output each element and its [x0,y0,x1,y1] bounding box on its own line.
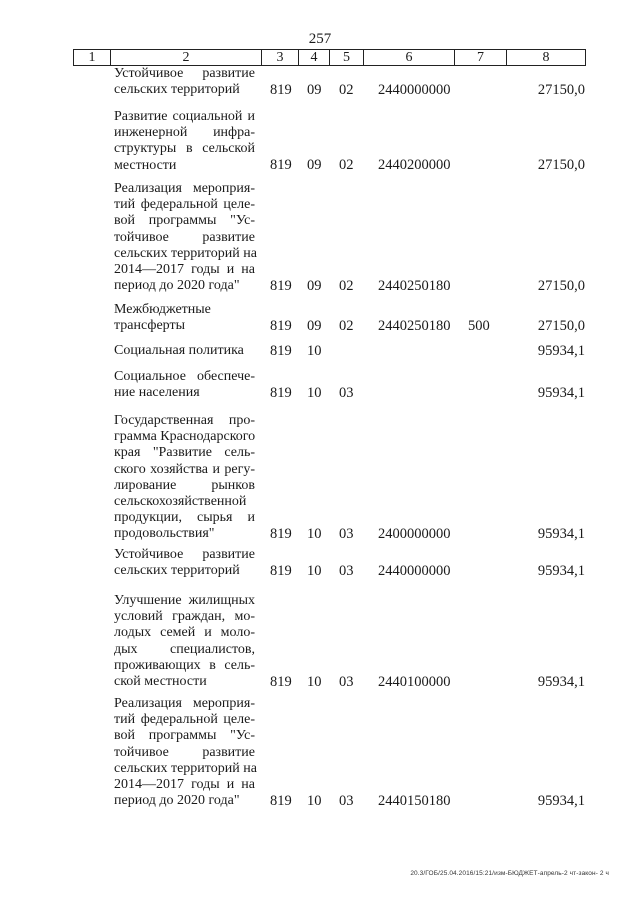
amount: 27150,0 [537,317,585,334]
description-line: Социальное обеспече- [114,369,255,384]
column-header-1: 1 [74,50,111,66]
amount: 95934,1 [537,525,585,542]
description-line: Устойчивое развитие [114,66,255,81]
row-description [114,343,255,359]
description-line: местности [114,157,177,173]
code-admin: 819 [270,384,292,401]
code-target-article: 2440250180 [378,277,451,294]
code-subsection: 02 [339,81,354,98]
code-subsection: 03 [339,792,354,809]
description-line: Реализация мероприя- [114,696,255,711]
row-description [114,696,255,809]
description-line: Социальная политика [114,343,244,358]
description-line: Межбюджетные [114,302,211,317]
description-line: Улучшение жилищных [114,593,255,608]
amount: 27150,0 [537,277,585,294]
amount: 95934,1 [537,562,585,579]
amount: 27150,0 [537,81,585,98]
code-admin: 819 [270,157,292,174]
code-target-article: 2440100000 [378,673,451,690]
code-section: 09 [307,81,322,98]
description-line: вой программы "Ус- [114,728,255,744]
code-admin: 819 [270,525,292,542]
row-description [114,369,255,401]
row-description [114,302,255,334]
amount: 95934,1 [537,673,585,690]
code-target-article: 2440200000 [378,157,451,174]
description-line: ского хозяйства и регу- [114,461,255,477]
description-line: ской местности [114,673,207,689]
description-line: сельских территорий [114,563,240,579]
document-footer: 20.3/ГОБ/25.04.2016/15:21/изм-БЮДЖЕТ-апрель-2 чт-закон- 2 ч [410,870,609,877]
description-line: 2014—2017 годы и на [114,261,255,277]
code-section: 10 [307,562,322,579]
code-section: 10 [307,673,322,690]
column-header-5: 5 [330,50,364,66]
row-description [114,109,255,174]
row-description [114,66,255,98]
description-line: продукции, сырья и [114,510,255,526]
description-line: Развитие социальной и [114,109,255,124]
code-subsection: 02 [339,317,354,334]
row-description [114,413,255,543]
code-target-article: 2440150180 [378,792,451,809]
code-target-article: 2440250180 [378,317,451,334]
code-expense-type: 500 [468,317,490,334]
code-admin: 819 [270,673,292,690]
description-line: лирование рынков [114,477,255,493]
code-section: 10 [307,792,322,809]
description-line: тий федеральной целе- [114,712,255,728]
code-section: 09 [307,317,322,334]
code-section: 10 [307,342,322,359]
code-admin: 819 [270,792,292,809]
amount: 95934,1 [537,384,585,401]
column-header-4: 4 [299,50,330,66]
description-line: условий граждан, мо- [114,609,255,625]
amount: 95934,1 [537,342,585,359]
code-section: 10 [307,384,322,401]
row-description [114,593,255,690]
description-line: края "Развитие сель- [114,445,255,461]
description-line: сельских территорий на [114,760,257,776]
description-line: период до 2020 года" [114,278,240,294]
description-line: структуры в сельской [114,141,255,157]
description-line: лодых семей и моло- [114,625,255,641]
description-line: грамма Краснодарского [114,429,256,445]
code-subsection: 03 [339,525,354,542]
description-line: период до 2020 года" [114,793,240,809]
description-line: тий федеральной целе- [114,197,255,213]
code-section: 09 [307,277,322,294]
description-line: инженерной инфра- [114,125,255,141]
column-header-8: 8 [507,50,586,66]
description-line: ние населения [114,385,200,401]
description-line: трансферты [114,318,186,334]
amount: 27150,0 [537,157,585,174]
description-line: 2014—2017 годы и на [114,776,255,792]
code-section: 09 [307,157,322,174]
description-line: тойчивое развитие [114,229,255,245]
description-line: Устойчивое развитие [114,547,255,562]
code-subsection: 02 [339,277,354,294]
code-admin: 819 [270,562,292,579]
description-line: проживающих в сель- [114,657,255,673]
code-target-article: 2440000000 [378,562,451,579]
column-header-2: 2 [111,50,262,66]
code-admin: 819 [270,317,292,334]
code-section: 10 [307,525,322,542]
description-line: Реализация мероприя- [114,181,255,196]
description-line: сельскохозяйственной [114,493,247,509]
description-line: продовольствия" [114,526,215,542]
column-header-3: 3 [262,50,299,66]
description-line: вой программы "Ус- [114,213,255,229]
page-number: 257 [308,31,332,47]
amount: 95934,1 [537,792,585,809]
row-description [114,181,255,294]
description-line: сельских территорий на [114,245,257,261]
code-subsection: 03 [339,384,354,401]
description-line: дых специалистов, [114,641,255,657]
row-description [114,547,255,579]
description-line: тойчивое развитие [114,744,255,760]
column-header-6: 6 [364,50,455,66]
column-header-7: 7 [455,50,507,66]
code-target-article: 2440000000 [378,81,451,98]
code-target-article: 2400000000 [378,525,451,542]
code-admin: 819 [270,277,292,294]
code-subsection: 03 [339,673,354,690]
code-admin: 819 [270,342,292,359]
code-subsection: 02 [339,157,354,174]
code-admin: 819 [270,81,292,98]
description-line: сельских территорий [114,82,240,98]
code-subsection: 03 [339,562,354,579]
description-line: Государственная про- [114,413,255,428]
